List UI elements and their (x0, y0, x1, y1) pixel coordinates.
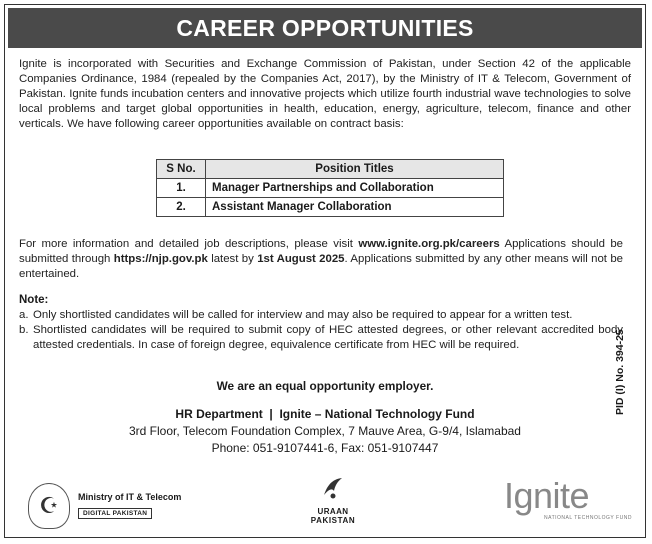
advertisement-frame (4, 4, 646, 538)
ministry-tagline: DIGITAL PAKISTAN (78, 508, 152, 519)
ignite-tagline: NATIONAL TECHNOLOGY FUND (544, 515, 632, 521)
pakistan-word: PAKISTAN (310, 516, 356, 525)
row-title: Manager Partnerships and Collaboration (206, 179, 504, 198)
contact-block (5, 406, 645, 457)
application-info (19, 237, 623, 282)
column-header-sno: S No. (157, 160, 206, 179)
note-heading: Note: (19, 294, 49, 306)
note-marker: a. (19, 309, 29, 321)
ministry-logo (28, 483, 181, 529)
ignite-logo (504, 477, 632, 521)
info-text: latest by (207, 253, 258, 265)
table-row (157, 198, 504, 217)
careers-link[interactable]: www.ignite.org.pk/careers (358, 238, 500, 250)
ministry-name: Ministry of IT & Telecom (78, 492, 182, 502)
portal-link[interactable]: https://njp.gov.pk (113, 253, 208, 265)
ignite-wordmark: Ignite (504, 475, 590, 516)
table-header-row (157, 160, 504, 179)
deadline-date: 1st August 2025 (257, 253, 345, 265)
equal-opportunity-statement: We are an equal opportunity employer. (216, 379, 434, 393)
hr-department: HR Department | Ignite – National Technology Fund (175, 407, 475, 421)
pid-number: PID (I) No. 394-25 (614, 329, 626, 415)
list-item (19, 308, 623, 323)
note-text: Only shortlisted candidates will be called for interview and may also be required to appear for a written test. (33, 309, 573, 321)
info-text: For more information and detailed job descriptions, please visit (19, 238, 359, 250)
row-sno: 1. (157, 179, 206, 198)
notes-list (19, 308, 623, 353)
logo-strip (8, 475, 642, 535)
phone-fax: Phone: 051-9107441-6, Fax: 051-9107447 (211, 441, 439, 455)
bird-icon (298, 475, 368, 507)
table-row (157, 179, 504, 198)
note-text: Shortlisted candidates will be required to submit copy of HEC attested degrees, or other relevant accredited body attested credentials. In case of foreign degree, equivalence certificate from HEC will be required. (33, 324, 623, 351)
info-text: . Applications submitted by any other means will not be entertained. (19, 253, 624, 280)
row-title: Assistant Manager Collaboration (206, 198, 504, 217)
page-title: CAREER OPPORTUNITIES (176, 14, 474, 41)
state-emblem-icon: ☪ (28, 483, 70, 529)
note-marker: b. (19, 324, 29, 336)
intro-paragraph: Ignite is incorporated with Securities and Exchange Commission of Pakistan, under Section 42 of the applicable Companies Ordinance, 1984 (repealed by the Companies Act, 2017), by the Ministry of IT & Telecom, Government of Pakistan. Ignite funds incubation centers and innovative projects which utilize fourth industrial wave technologies to solve local problems and target global opportunities in health, education, energy, agriculture, telecom, finance and other verticals. We have following career opportunities available on contract basis: (19, 58, 631, 130)
uraan-word: URAAN (317, 507, 349, 516)
title-banner (8, 8, 642, 48)
info-text: Applications should be submitted through (19, 238, 623, 265)
address: 3rd Floor, Telecom Foundation Complex, 7 Mauve Area, G-9/4, Islamabad (129, 424, 521, 438)
positions-table (156, 159, 504, 217)
column-header-title: Position Titles (206, 160, 504, 179)
list-item (19, 323, 623, 353)
row-sno: 2. (157, 198, 206, 217)
uraan-pakistan-logo (298, 475, 368, 525)
